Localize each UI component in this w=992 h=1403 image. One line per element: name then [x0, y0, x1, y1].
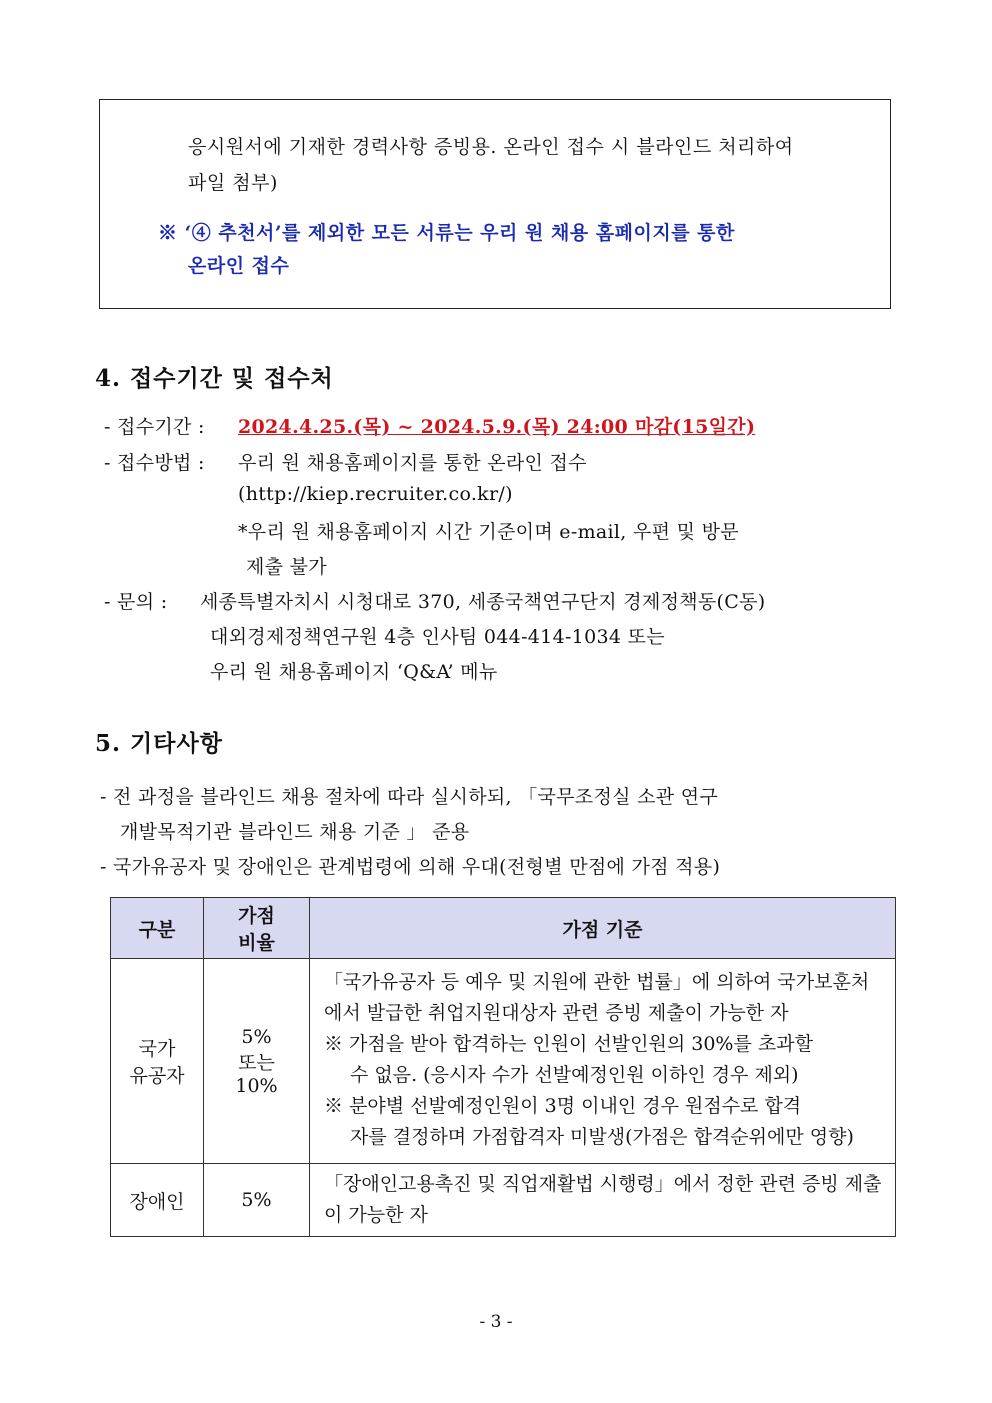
rate-line: 또는 — [238, 1051, 275, 1074]
category-cell — [111, 959, 204, 1164]
table-header-rate — [204, 898, 310, 959]
inquiry-label: - 문의 : — [104, 591, 168, 613]
section5-item: - 국가유공자 및 장애인은 관계법령에 의해 우대(전형별 만점에 가점 적용) — [100, 856, 721, 878]
criteria-note-cont: 자를 결정하며 가점합격자 미발생(가점은 합격순위에만 영향) — [350, 1126, 854, 1148]
method-url: (http://kiep.recruiter.co.kr/) — [238, 483, 513, 505]
criteria-note-cont: 수 없음. (응시자 수가 선발예정인원 이하인 경우 제외) — [350, 1064, 799, 1086]
criteria-text: 「국가유공자 등 예우 및 지원에 관한 법률」에 의하여 국가보훈처에서 발급한 취업지원대상자 관련 증빙 제출이 가능한 자 — [324, 971, 870, 1024]
section5-title: 5. 기타사항 — [95, 730, 223, 757]
inquiry-line: 우리 원 채용홈페이지 ‘Q&A’ 메뉴 — [210, 661, 498, 683]
rate-cell: 5% — [204, 1164, 310, 1237]
criteria-note: ※ 가점을 받아 합격하는 인원이 선발인원의 30%를 초과할 — [324, 1033, 813, 1055]
header-rate-line: 비율 — [238, 932, 275, 954]
section4-title: 4. 접수기간 및 접수처 — [95, 365, 334, 392]
box-text-line: 응시원서에 기재한 경력사항 증빙용. 온라인 접수 시 블라인드 처리하여 — [188, 136, 794, 158]
table-row — [111, 1164, 896, 1237]
rate-cell — [204, 959, 310, 1164]
section5-item: 개발목적기관 블라인드 채용 기준 」 준용 — [120, 821, 470, 843]
criteria-cell — [310, 959, 896, 1164]
period-label: - 접수기간 : — [104, 416, 205, 438]
document-notice-box — [99, 99, 891, 309]
method-value: 우리 원 채용홈페이지를 통한 온라인 접수 — [238, 452, 587, 474]
rate-line: 5% — [241, 1025, 272, 1048]
box-text-line: 파일 첨부) — [188, 172, 278, 194]
method-note: 제출 불가 — [246, 556, 327, 578]
rate-line: 10% — [235, 1074, 278, 1097]
category-line: 국가 — [138, 1038, 176, 1060]
table-row — [111, 959, 896, 1164]
bonus-points-table — [110, 897, 896, 1237]
inquiry-line: 세종특별자치시 시청대로 370, 세종국책연구단지 경제정책동(C동) — [200, 591, 766, 613]
method-label: - 접수방법 : — [104, 452, 205, 474]
section5-item: - 전 과정을 블라인드 채용 절차에 따라 실시하되, 「국무조정실 소관 연구 — [100, 786, 719, 808]
header-rate-line: 가점 — [238, 905, 275, 927]
page-number: - 3 - — [479, 1312, 513, 1332]
table-header-criteria: 가점 기준 — [310, 898, 896, 959]
criteria-note: ※ 분야별 선발예정인원이 3명 이내인 경우 원점수로 합격 — [324, 1095, 802, 1117]
box-note-line: ※ ‘④ 추천서’를 제외한 모든 서류는 우리 원 채용 홈페이지를 통한 — [158, 222, 735, 244]
box-note-line: 온라인 접수 — [188, 255, 290, 277]
method-note: *우리 원 채용홈페이지 시간 기준이며 e-mail, 우편 및 방문 — [238, 521, 739, 543]
criteria-cell: 「장애인고용촉진 및 직업재활법 시행령」에서 정한 관련 증빙 제출이 가능한 자 — [310, 1164, 896, 1237]
table-header-category: 구분 — [111, 898, 204, 959]
category-cell: 장애인 — [111, 1164, 204, 1237]
inquiry-line: 대외경제정책연구원 4층 인사팀 044-414-1034 또는 — [210, 626, 665, 648]
table-header-row — [111, 898, 896, 959]
category-line: 유공자 — [129, 1065, 185, 1087]
period-value: 2024.4.25.(목) ~ 2024.5.9.(목) 24:00 마감(15일간) — [238, 416, 756, 438]
